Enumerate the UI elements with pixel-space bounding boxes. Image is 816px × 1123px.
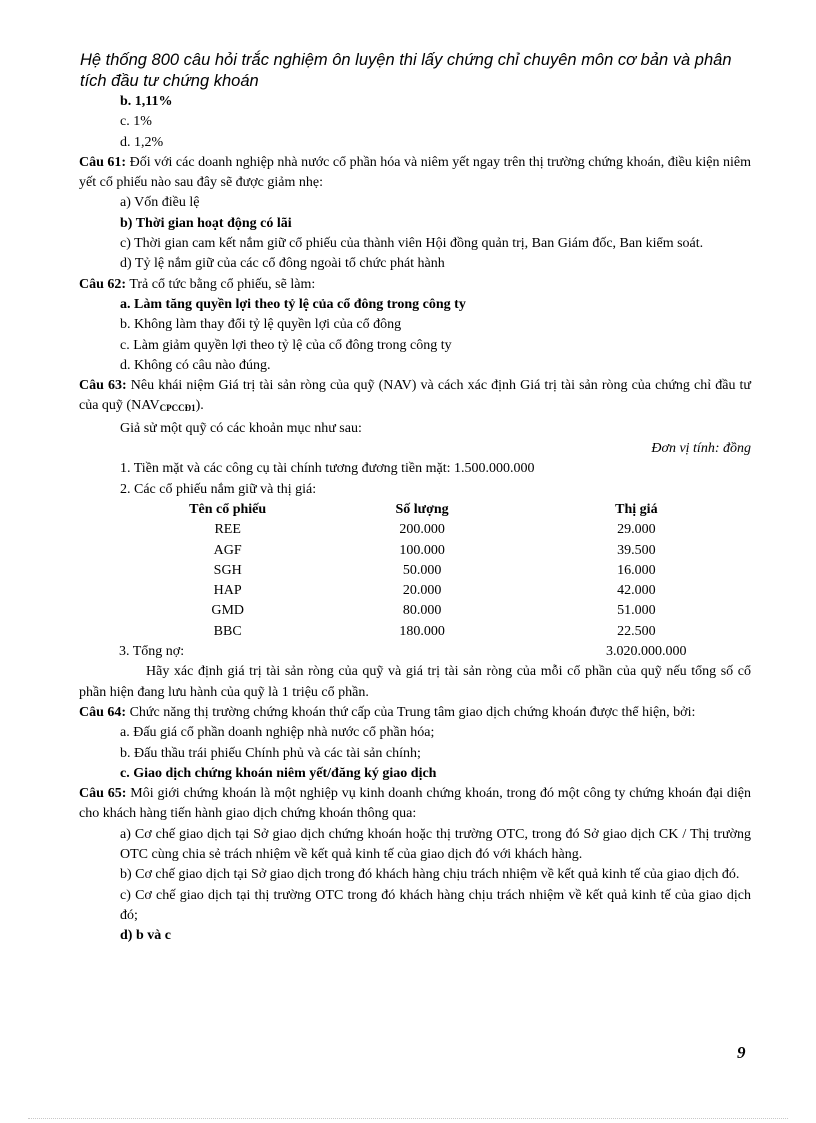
- q61-option-a: a) Vốn điều lệ: [120, 195, 200, 211]
- table-header: Số lượng: [395, 501, 449, 517]
- q63-intro: Giả sử một quỹ có các khoản mục như sau:: [120, 420, 362, 436]
- debt-value: 3.020.000.000: [606, 644, 687, 660]
- table-header: Thị giá: [615, 501, 658, 517]
- q64-option-c: c. Giao dịch chứng khoán niêm yết/đăng ký giao dịch: [120, 765, 437, 781]
- q63-item-2: 2. Các cổ phiếu nắm giữ và thị giá:: [120, 481, 317, 497]
- prev-option-b: b. 1,11%: [120, 94, 173, 109]
- q65-option-d: d) b và c: [120, 928, 171, 944]
- q62-option-a: a. Làm tăng quyền lợi theo tỷ lệ của cổ đông trong công ty: [120, 296, 466, 312]
- table-cell: 180.000: [399, 623, 445, 639]
- document-body: [79, 92, 751, 946]
- nav-subscript: CPCCĐ1: [159, 403, 196, 414]
- table-header-row: [133, 500, 751, 520]
- q62-option-c: c. Làm giảm quyền lợi theo tỷ lệ của cổ đông trong công ty: [120, 337, 452, 353]
- table-cell: 100.000: [399, 542, 445, 558]
- q63-total-debt: [79, 642, 751, 662]
- table-row: [133, 541, 751, 561]
- question-text: Môi giới chứng khoán là một nghiệp vụ kinh doanh chứng khoán, trong đó một công ty chứng khoán đại diện cho khách hàng tiến hành giao dịch chứng khoán thông qua:: [79, 786, 751, 822]
- stock-holdings-table: [133, 500, 751, 642]
- question-label: Câu 64:: [79, 704, 127, 720]
- table-cell: 80.000: [402, 603, 442, 619]
- question-65: [79, 784, 751, 825]
- prev-option-c: c. 1%: [120, 114, 152, 130]
- table-cell: BBC: [213, 623, 242, 639]
- table-cell: 42.000: [617, 583, 656, 599]
- q61-option-c: c) Thời gian cam kết nắm giữ cổ phiếu của thành viên Hội đồng quản trị, Ban Giám đốc, Ban kiểm soát.: [120, 236, 704, 252]
- q63-task: Hãy xác định giá trị tài sản ròng của quỹ và giá trị tài sản ròng của mỗi cổ phần của quỹ nếu tổng số cổ phần hiện đang lưu hành của quỹ là 1 triệu cổ phần.: [79, 664, 751, 700]
- footer-divider: [28, 1118, 788, 1119]
- table-row: [133, 520, 751, 540]
- question-text: Nêu khái niệm Giá trị tài sản ròng của quỹ (NAV) và cách xác định Giá trị tài sản ròng của chứng chỉ đầu tư của quỹ (NAV: [79, 378, 752, 414]
- question-61: [79, 153, 751, 194]
- page-number: 9: [737, 1043, 746, 1062]
- table-cell: 16.000: [617, 562, 656, 578]
- table-row: [133, 601, 751, 621]
- table-cell: SGH: [213, 562, 242, 578]
- q64-option-a: a. Đấu giá cổ phần doanh nghiệp nhà nước cổ phần hóa;: [120, 725, 435, 741]
- page-header-title: Hệ thống 800 câu hỏi trắc nghiệm ôn luyện thi lấy chứng chỉ chuyên môn cơ bản và phân tích đầu tư chứng khoán: [80, 51, 732, 90]
- question-64: [79, 703, 751, 723]
- table-cell: 29.000: [617, 522, 656, 538]
- question-text: Chức năng thị trường chứng khoán thứ cấp của Trung tâm giao dịch chứng khoán được thể hiện, bởi:: [129, 704, 696, 720]
- debt-label: 3. Tổng nợ:: [119, 644, 185, 660]
- question-63: [79, 376, 751, 419]
- q65-option-a: a) Cơ chế giao dịch tại Sở giao dịch chứng khoán hoặc thị trường OTC, trong đó Sở giao dịch CK / Thị trường OTC cùng chia sẻ trách nhiệm về kết quả kinh tế của giao dịch đó với khách hàng.: [120, 826, 751, 862]
- q65-option-b: b) Cơ chế giao dịch tại Sở giao dịch trong đó khách hàng chịu trách nhiệm về kết quả kinh tế của giao dịch đó.: [120, 867, 740, 883]
- q62-option-d: d. Không có câu nào đúng.: [120, 357, 271, 373]
- table-cell: AGF: [213, 542, 242, 558]
- question-label: Câu 65:: [79, 786, 127, 802]
- q63-unit: Đơn vị tính: đồng: [651, 441, 751, 457]
- question-text: Đối với các doanh nghiệp nhà nước cổ phần hóa và niêm yết ngay trên thị trường chứng khoán, điều kiện niêm yết cổ phiếu nào sau đây sẽ được giảm nhẹ:: [79, 154, 752, 191]
- question-text: Trả cổ tức bằng cổ phiếu, sẽ làm:: [129, 276, 316, 292]
- table-cell: 50.000: [402, 562, 442, 578]
- table-cell: HAP: [213, 583, 242, 599]
- q65-option-c: c) Cơ chế giao dịch tại thị trường OTC trong đó khách hàng chịu trách nhiệm về kết quả kinh tế của giao dịch đó;: [120, 887, 751, 923]
- q63-item-1: 1. Tiền mặt và các công cụ tài chính tương đương tiền mặt: 1.500.000.000: [120, 461, 535, 477]
- table-cell: GMD: [211, 603, 245, 619]
- question-62: [79, 275, 751, 295]
- table-cell: 39.500: [617, 542, 656, 558]
- table-cell: 20.000: [402, 583, 442, 599]
- table-cell: 22.500: [617, 623, 656, 639]
- table-header: Tên cổ phiếu: [189, 501, 267, 517]
- q64-option-b: b. Đấu thầu trái phiếu Chính phủ và các tài sản chính;: [120, 745, 421, 761]
- table-row: [133, 561, 751, 581]
- table-cell: 200.000: [399, 522, 445, 538]
- question-text-end: ).: [195, 398, 204, 414]
- question-label: Câu 63:: [79, 378, 127, 394]
- prev-option-d: d. 1,2%: [120, 134, 164, 150]
- q62-option-b: b. Không làm thay đổi tỷ lệ quyền lợi của cổ đông: [120, 317, 402, 333]
- q61-option-d: d) Tỷ lệ nắm giữ của các cổ đông ngoài tổ chức phát hành: [120, 256, 445, 272]
- table-row: [133, 622, 751, 642]
- table-cell: REE: [214, 522, 241, 538]
- question-label: Câu 62:: [79, 276, 127, 292]
- table-cell: 51.000: [617, 603, 656, 619]
- table-row: [133, 581, 751, 601]
- question-label: Câu 61:: [79, 154, 127, 170]
- q61-option-b: b) Thời gian hoạt động có lãi: [120, 215, 292, 231]
